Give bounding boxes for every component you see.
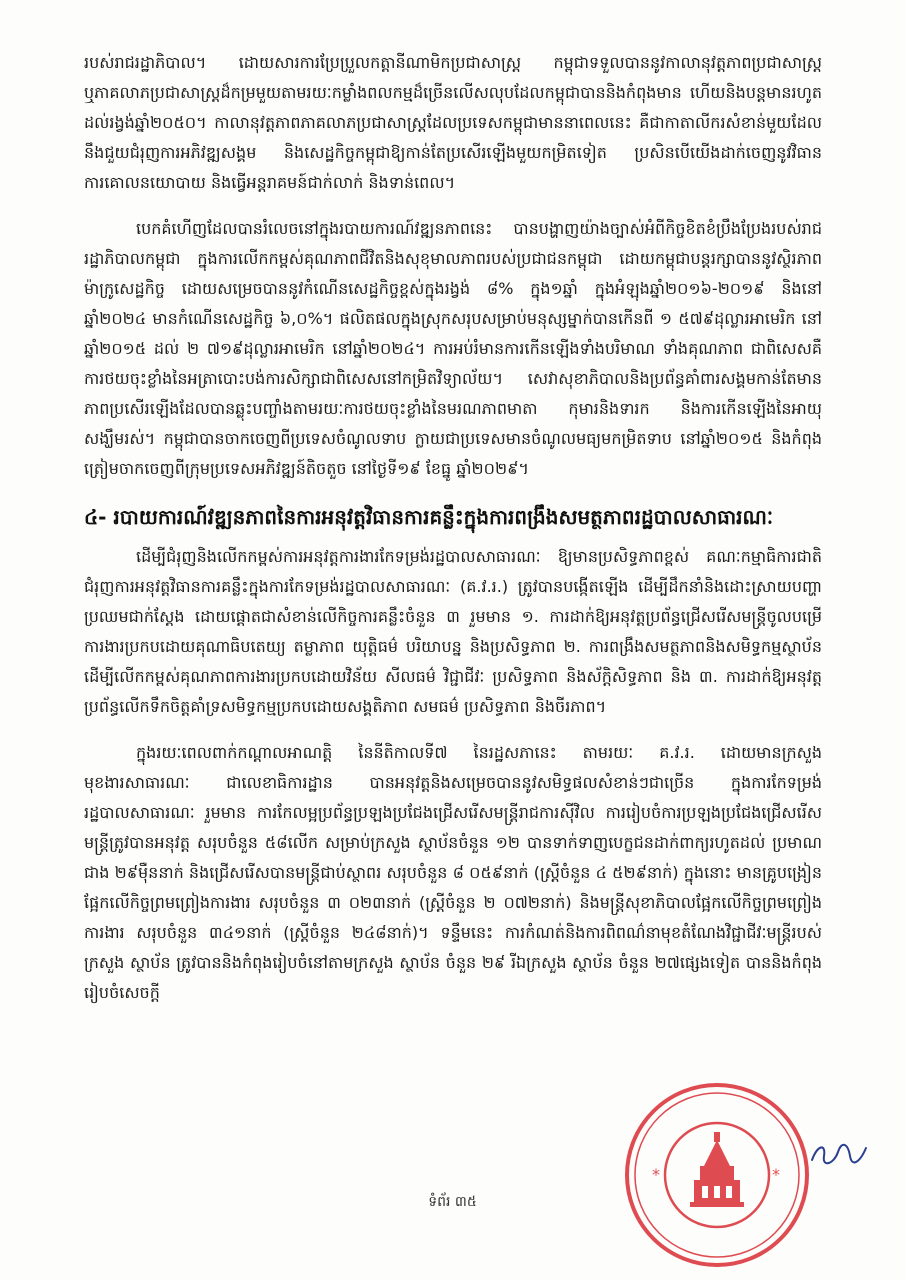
svg-text:*: * — [652, 1165, 660, 1184]
page-number: ទំព័រ ៣៥ — [428, 1194, 477, 1210]
paragraph-reform-committee: ដើម្បីជំរុញនិងលើកកម្ពស់ការអនុវត្តការងារកែទម្រង់រដ្ឋបាលសាធារណៈ ឱ្យមានប្រសិទ្ធភាពខ្ពស់ គណៈកម្មាធិការជាតិជំរុញការអនុវត្តវិធានការគន្លឹះក្នុងការកែទម្រង់រដ្ឋបាលសាធារណៈ (គ.វ.រ.) ត្រូវបានបង្កើតឡើង ដើម្បីដឹកនាំនិងដោះស្រាយបញ្ហាប្រឈមជាក់ស្តែង ដោយផ្តោតជាសំខាន់លើកិច្ចការគន្លឹះចំនួន ៣ រួមមាន ១. ការដាក់ឱ្យអនុវត្តប្រព័ន្ធជ្រើសរើសមន្ត្រីចូលបម្រើការងារប្រកបដោយគុណាធិបតេយ្យ តម្លាភាព យុត្តិធម៌ បរិយាបន្ន និងប្រសិទ្ធភាព ២. ការពង្រឹងសមត្ថភាពនិងសមិទ្ធកម្មស្ថាប័ន ដើម្បីលើកកម្ពស់គុណភាពការងារប្រកបដោយវិន័យ សីលធម៌ វិជ្ជាជីវៈ ប្រសិទ្ធភាព និងស័ក្តិសិទ្ធភាព និង ៣. ការដាក់ឱ្យអនុវត្តប្រព័ន្ធលើកទឹកចិត្តគាំទ្រសមិទ្ធកម្មប្រកបដោយសង្គតិភាព សមធម៌ ប្រសិទ្ធភាព និងចីរភាព។ — [84, 547, 823, 716]
paragraph-midterm-achievements: ក្នុងរយៈពេលពាក់កណ្តាលអាណត្តិ នៃនីតិកាលទី៧ នៃរដ្ឋសភានេះ តាមរយៈ គ.វ.រ. ដោយមានក្រសួងមុខងារសាធារណៈ ជាលេខាធិការដ្ឋាន បានអនុវត្តនិងសម្រេចបាននូវសមិទ្ធផលសំខាន់ៗជាច្រើន ក្នុងការកែទម្រង់រដ្ឋបាលសាធារណៈ រួមមាន ការកែលម្អប្រព័ន្ធប្រឡងប្រជែងជ្រើសរើសមន្ត្រីរាជការស៊ីវិល ការរៀបចំការប្រឡងប្រជែងជ្រើសរើសមន្ត្រីត្រូវបានអនុវត្ត សរុបចំនួន ៥៨លើក សម្រាប់ក្រសួង ស្ថាប័នចំនួន ១២ បានទាក់ទាញបេក្ខជនដាក់ពាក្យរហូតដល់ ប្រមាណជាង ២៩ម៉ឺននាក់ និងជ្រើសរើសបានមន្ត្រីជាប់ស្ថាពរ សរុបចំនួន ៨ ០៥៩នាក់ (ស្ត្រីចំនួន ៤ ៥២៩នាក់) ក្នុងនោះ មានគ្រូបង្រៀនផ្អែកលើកិច្ចព្រមព្រៀងការងារ សរុបចំនួន ៣ ០២៣នាក់ (ស្ត្រីចំនួន ២ ០៧២នាក់) និងមន្ត្រីសុខាភិបាលផ្អែកលើកិច្ចព្រមព្រៀងការងារ សរុបចំនួន ៣៤១នាក់ (ស្ត្រីចំនួន ២៤៨នាក់)។ ទន្ទឹមនេះ ការកំណត់និងការពិពណ៌នាមុខតំណែងវិជ្ជាជីវៈមន្ត្រីរបស់ក្រសួង ស្ថាប័ន ត្រូវបាននិងកំពុងរៀបចំនៅតាមក្រសួង ស្ថាប័ន ចំនួន ២៩ រីឯក្រសួង ស្ថាប័ន ចំនួន ២៧ផ្សេងទៀត បាននិងកំពុងរៀបចំសេចក្តី — [84, 743, 823, 1002]
paragraph-findings: បេកគំហើញដែលបានរំលេចនៅក្នុងរបាយការណ៍វឌ្ឍនភាពនេះ បានបង្ហាញយ៉ាងច្បាស់អំពីកិច្ចខិតខំប្រឹងប្រែងរបស់រាជរដ្ឋាភិបាលកម្ពុជា ក្នុងការលើកកម្ពស់គុណភាពជីវិតនិងសុខុមាលភាពរបស់ប្រជាជនកម្ពុជា ដោយកម្ពុជាបន្តរក្សាបាននូវស្ថិរភាពម៉ាក្រូសេដ្ឋកិច្ច ដោយសម្រេចបាននូវកំណើនសេដ្ឋកិច្ចខ្ពស់ក្នុងរង្វង់ ៨% ក្នុង១ឆ្នាំ ក្នុងអំឡុងឆ្នាំ២០១៦-២០១៩ និងនៅឆ្នាំ២០២៤ មានកំណើនសេដ្ឋកិច្ច ៦,០%។ ផលិតផលក្នុងស្រុកសរុបសម្រាប់មនុស្សម្នាក់បានកើនពី ១ ៥៧៩ដុល្លារអាមេរិក នៅឆ្នាំ២០១៥ ដល់ ២ ៧១៩ដុល្លារអាមេរិក នៅឆ្នាំ២០២៤។ ការអប់រំមានការកើនឡើងទាំងបរិមាណ ទាំងគុណភាព ជាពិសេសគឺការថយចុះខ្លាំងនៃអត្រាបោះបង់ការសិក្សាជាពិសេសនៅកម្រិតវិទ្យាល័យ។ សេវាសុខាភិបាលនិងប្រព័ន្ធគាំពារសង្គមកាន់តែមានភាពប្រសើរឡើងដែលបានឆ្លុះបញ្ចាំងតាមរយៈការថយចុះខ្លាំងនៃមរណភាពមាតា កុមារនិងទារក និងការកើនឡើងនៃអាយុសង្ឃឹមរស់។ កម្ពុជាបានចាកចេញពីប្រទេសចំណូលទាប ក្លាយជាប្រទេសមានចំណូលមធ្យមកម្រិតទាប នៅឆ្នាំ២០១៥ និងកំពុងត្រៀមចាកចេញពីក្រុមប្រទេសអភិវឌ្ឍន៍តិចតួច នៅថ្ងៃទី១៩ ខែធ្នូ ឆ្នាំ២០២៩។ — [84, 219, 822, 478]
section-heading: ៤- របាយការណ៍វឌ្ឍនភាពនៃការអនុវត្តវិធានការគន្លឹះក្នុងការពង្រឹងសមត្ថភាពរដ្ឋបាលសាធារណៈ — [84, 505, 774, 529]
svg-text:*: * — [772, 1165, 780, 1184]
official-seal-icon — [622, 1080, 812, 1270]
signature-icon — [808, 1138, 870, 1168]
paragraph-intro-continued: របស់រាជរដ្ឋាភិបាល។ ដោយសារការប្រែប្រួលកត្តានីណាមិកប្រជាសាស្ត្រ កម្ពុជាទទួលបាននូវកាលានុវត្តភាពប្រជាសាស្ត្រ ឬភាគលាភប្រជាសាស្ត្រដ៏កម្រមួយតាមរយៈកម្លាំងពលកម្មដ៏ច្រើនលើសលុបដែលកម្ពុជាបាននិងកំពុងមាន ហើយនិងបន្តមានរហូតដល់រង្វង់ឆ្នាំ២០៥០។ កាលានុវត្តភាពភាគលាភប្រជាសាស្ត្រដែលប្រទេសកម្ពុជាមាននាពេលនេះ គឺជាកាតាលីករសំខាន់មួយដែលនឹងជួយជំរុញការអភិវឌ្ឍសង្គម និងសេដ្ឋកិច្ចកម្ពុជាឱ្យកាន់តែប្រសើរឡើងមួយកម្រិតទៀត ប្រសិនបើយើងដាក់ចេញនូវវិធានការគោលនយោបាយ និងធ្វើអន្តរាគមន៍ជាក់លាក់ និងទាន់ពេល។ — [84, 53, 822, 192]
document-body — [84, 48, 822, 1024]
